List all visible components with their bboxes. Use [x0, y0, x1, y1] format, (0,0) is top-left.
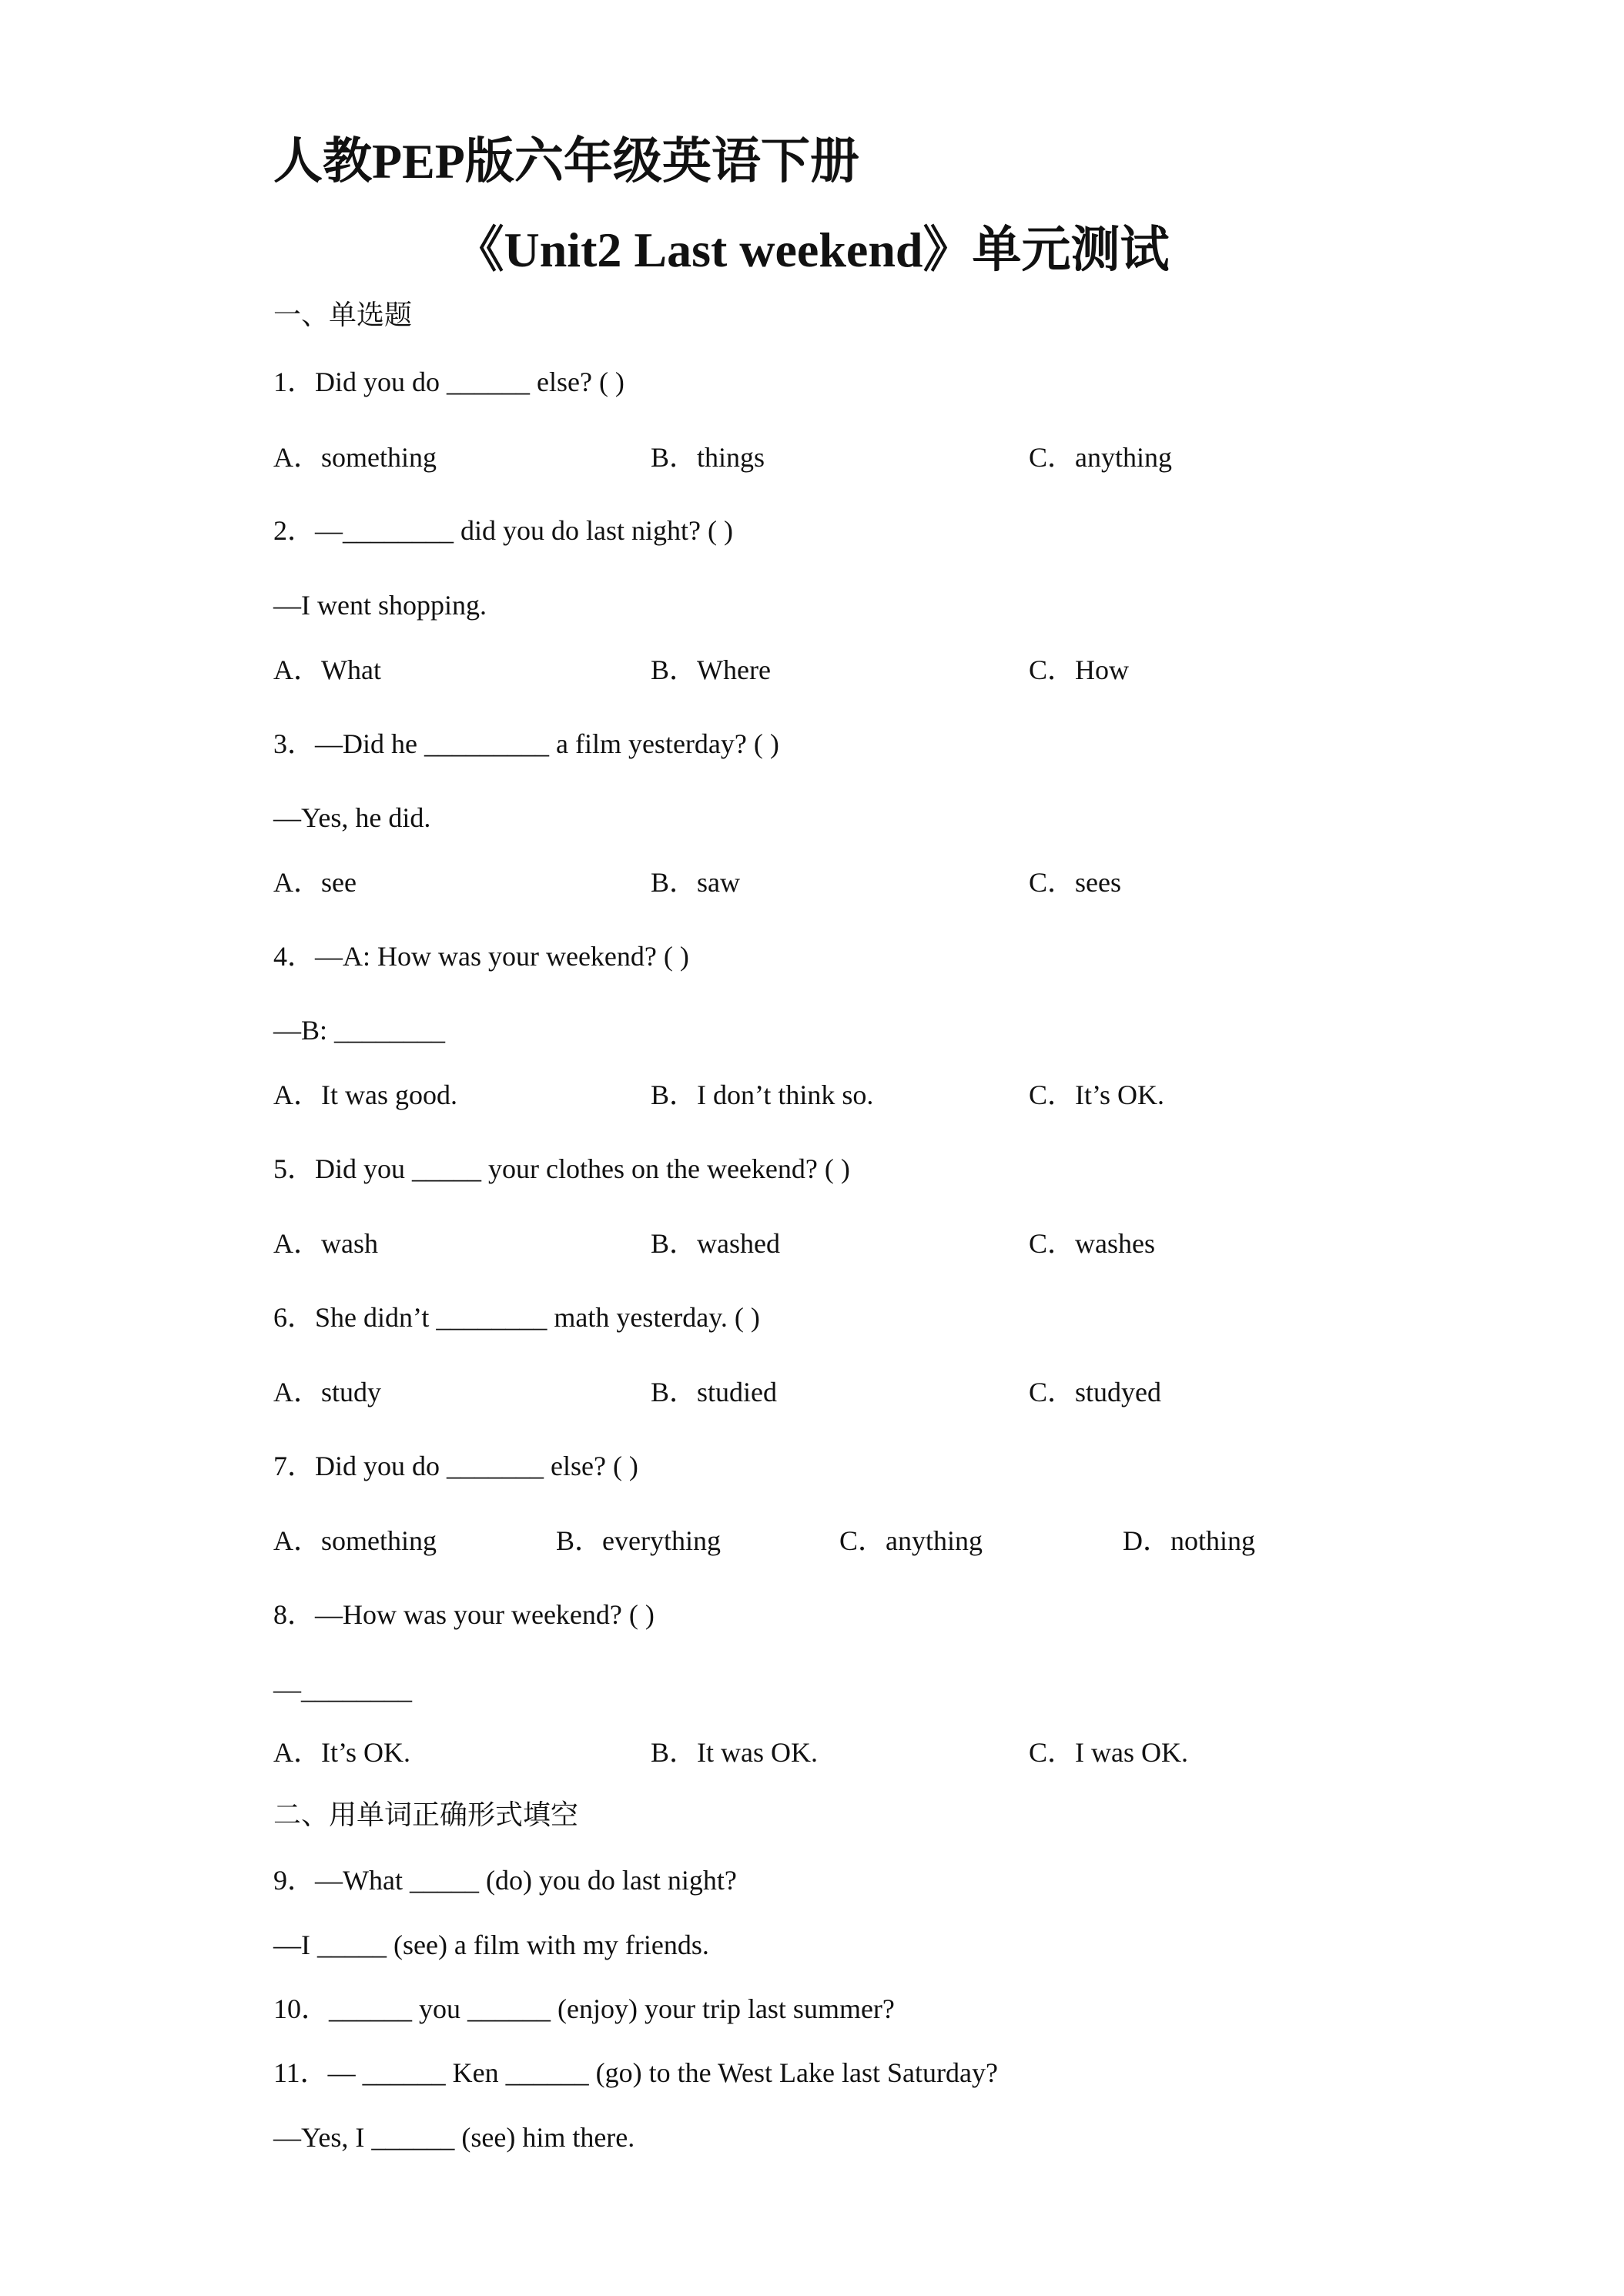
question-2-option-b: B．Where — [651, 654, 771, 685]
question-5-option-c: C．washes — [1029, 1228, 1155, 1259]
question-7-option-a: A．something — [273, 1525, 437, 1556]
question-4-option-b: B．I don’t think so. — [651, 1079, 874, 1110]
question-10: 10．______ you ______ (enjoy) your trip last summer? — [273, 1993, 895, 2024]
question-7-option-b: B．everything — [556, 1525, 721, 1556]
question-1-option-c: C．anything — [1029, 442, 1172, 473]
page-subtitle: 《Unit2 Last weekend》单元测试 — [454, 223, 1170, 277]
question-8-option-c: C．I was OK. — [1029, 1737, 1188, 1768]
question-8-option-a: A．It’s OK. — [273, 1737, 410, 1768]
question-6-option-b: B．studied — [651, 1377, 778, 1407]
question-5-option-b: B．washed — [651, 1228, 780, 1259]
question-9: 9．—What _____ (do) you do last night? — [273, 1865, 737, 1896]
question-4-option-c: C．It’s OK. — [1029, 1079, 1165, 1110]
question-11: 11．— ______ Ken ______ (go) to the West Lake last Saturday? — [273, 2057, 998, 2088]
question-2-option-a: A．What — [273, 654, 381, 685]
question-4-reply: —B: ________ — [273, 1015, 446, 1046]
question-9-reply: —I _____ (see) a film with my friends. — [273, 1930, 709, 1960]
question-7-option-d: D．nothing — [1123, 1525, 1256, 1556]
section-heading-fill-blank: 二、用单词正确形式填空 — [273, 1799, 579, 1831]
question-3-option-a: A．see — [273, 867, 357, 898]
question-8-option-b: B．It was OK. — [651, 1737, 818, 1768]
question-11-reply: —Yes, I ______ (see) him there. — [273, 2122, 635, 2153]
page-title: 人教PEP版六年级英语下册 — [273, 134, 859, 189]
question-5-option-a: A．wash — [273, 1228, 378, 1259]
question-3: 3．—Did he _________ a film yesterday? ( ) — [273, 728, 779, 759]
question-1-option-b: B．things — [651, 442, 765, 473]
question-2-reply: —I went shopping. — [273, 590, 487, 621]
question-8: 8．—How was your weekend? ( ) — [273, 1599, 655, 1630]
question-7-option-c: C．anything — [839, 1525, 983, 1556]
question-8-reply: —________ — [273, 1674, 412, 1705]
section-heading-single-choice: 一、单选题 — [273, 300, 413, 331]
question-3-option-c: C．sees — [1029, 867, 1121, 898]
question-2: 2．—________ did you do last night? ( ) — [273, 515, 733, 546]
question-6-option-c: C．studyed — [1029, 1377, 1162, 1407]
question-1: 1．Did you do ______ else? ( ) — [273, 366, 624, 397]
question-1-option-a: A．something — [273, 442, 437, 473]
question-6: 6．She didn’t ________ math yesterday. ( ) — [273, 1302, 760, 1333]
question-4-option-a: A．It was good. — [273, 1079, 457, 1110]
question-3-option-b: B．saw — [651, 867, 740, 898]
question-4: 4．—A: How was your weekend? ( ) — [273, 941, 689, 972]
question-2-option-c: C．How — [1029, 654, 1130, 685]
question-3-reply: —Yes, he did. — [273, 802, 431, 833]
question-6-option-a: A．study — [273, 1377, 382, 1407]
question-7: 7．Did you do _______ else? ( ) — [273, 1451, 638, 1481]
question-5: 5．Did you _____ your clothes on the weekend? ( ) — [273, 1153, 850, 1184]
